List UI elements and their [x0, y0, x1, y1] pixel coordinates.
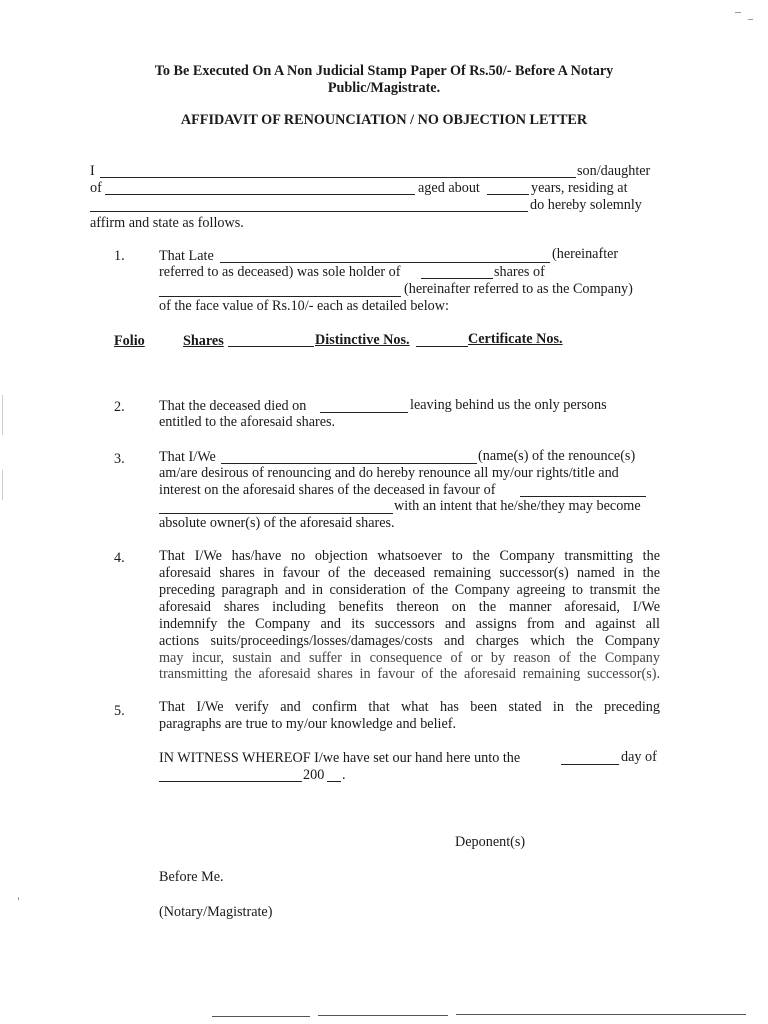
clause1-line2b: shares of — [494, 264, 545, 280]
clause2-line1a: That the deceased died on — [159, 398, 307, 414]
witness-year-blank[interactable] — [327, 781, 341, 782]
clause4-line: aforesaid shares in favour of the deceased remaining successor(s) named in the — [159, 565, 660, 581]
favour-of-blank-2[interactable] — [159, 513, 393, 514]
clause1-number: 1. — [114, 248, 125, 264]
clause4-line: actions suits/proceedings/losses/damages/costs and charges which the Company — [159, 633, 660, 649]
clause2-number: 2. — [114, 399, 125, 415]
renouncer-name-blank[interactable] — [221, 463, 477, 464]
deponent-label: Deponent(s) — [455, 834, 526, 850]
clause1-line4: of the face value of Rs.10/- each as detailed below: — [159, 298, 449, 314]
aged-about-label: aged about — [418, 180, 480, 196]
scan-speck — [18, 897, 19, 900]
son-daughter-label: son/daughter — [577, 163, 651, 179]
scan-edge-line — [212, 1016, 310, 1017]
clause1-line3: (hereinafter referred to as the Company) — [404, 281, 633, 297]
header-gap-1 — [228, 346, 314, 347]
header-folio: Folio — [114, 333, 145, 349]
intro-i: I — [90, 163, 95, 179]
deceased-name-blank[interactable] — [220, 262, 550, 263]
clause3-line1b: (name(s) of the renounce(s) — [478, 448, 636, 464]
clause4-line: indemnify the Company and its successors and assigns from and against all — [159, 616, 660, 632]
notary-label: (Notary/Magistrate) — [159, 904, 273, 920]
witness-line1a: IN WITNESS WHEREOF I/we have set our hand here unto the — [159, 750, 521, 766]
clause4-line: preceding paragraph and in consideration of the Company agreeing to transmit the — [159, 582, 660, 598]
scan-speck — [748, 19, 753, 20]
clause4-line: may incur, sustain and suffer in consequence of or by reason of the Company — [159, 650, 660, 666]
years-residing-label: years, residing at — [531, 180, 628, 196]
clause5-line2: paragraphs are true to my/our knowledge and belief. — [159, 716, 457, 732]
clause5-line1: That I/We verify and confirm that what has been stated in the preceding — [159, 699, 660, 715]
header-distinctive-nos: Distinctive Nos. — [315, 332, 410, 348]
header-gap-2 — [416, 346, 468, 347]
parent-name-blank[interactable] — [105, 194, 415, 195]
clause1-line2a: referred to as deceased) was sole holder of — [159, 264, 401, 280]
before-me-label: Before Me. — [159, 869, 224, 885]
scan-speck — [735, 12, 741, 13]
favour-of-blank[interactable] — [520, 496, 646, 497]
document-title: AFFIDAVIT OF RENOUNCIATION / NO OBJECTION LETTER — [180, 112, 588, 128]
clause4-number: 4. — [114, 550, 125, 566]
witness-day-blank[interactable] — [561, 764, 619, 765]
age-blank[interactable] — [487, 194, 529, 195]
header-shares: Shares — [183, 333, 224, 349]
address-blank[interactable] — [90, 211, 528, 212]
clause3-line5: absolute owner(s) of the aforesaid shares. — [159, 515, 395, 531]
witness-month-blank[interactable] — [159, 781, 302, 782]
clause1-that-late: That Late — [159, 248, 214, 264]
clause3-number: 3. — [114, 451, 125, 467]
scan-edge-line — [318, 1015, 448, 1016]
clause4-line: aforesaid shares including benefits thereon on the manner aforesaid, I/We — [159, 599, 660, 615]
clause3-line3: interest on the aforesaid shares of the deceased in favour of — [159, 482, 496, 498]
witness-year: 200 — [303, 767, 325, 783]
solemnly-label: do hereby solemnly — [530, 197, 642, 213]
shares-count-blank[interactable] — [421, 278, 493, 279]
stamp-instruction-line2: Public/Magistrate. — [327, 80, 441, 96]
witness-period: . — [342, 767, 346, 783]
stamp-instruction-line1: To Be Executed On A Non Judicial Stamp Paper Of Rs.50/- Before A Notary — [154, 63, 614, 79]
company-name-blank[interactable] — [159, 296, 401, 297]
clause4-line: That I/We has/have no objection whatsoever to the Company transmitting the — [159, 548, 660, 564]
affirm-label: affirm and state as follows. — [90, 215, 244, 231]
witness-day-of: day of — [621, 749, 657, 765]
clause5-number: 5. — [114, 703, 125, 719]
clause3-line1a: That I/We — [159, 449, 216, 465]
intro-of: of — [90, 180, 102, 196]
header-certificate-nos: Certificate Nos. — [468, 331, 563, 347]
clause2-line1b: leaving behind us the only persons — [410, 397, 607, 413]
scan-speck — [2, 395, 3, 435]
name-blank[interactable] — [100, 177, 576, 178]
clause2-line2: entitled to the aforesaid shares. — [159, 414, 336, 430]
clause1-hereinafter: (hereinafter — [552, 246, 619, 262]
clause3-line4: with an intent that he/she/they may become — [394, 498, 641, 514]
scan-edge-line — [456, 1014, 746, 1015]
death-date-blank[interactable] — [320, 412, 408, 413]
scan-speck — [2, 470, 3, 500]
clause3-line2: am/are desirous of renouncing and do hereby renounce all my/our rights/title and — [159, 465, 619, 481]
clause4-line: transmitting the aforesaid shares in favour of the aforesaid remaining successor(s). — [159, 666, 660, 682]
